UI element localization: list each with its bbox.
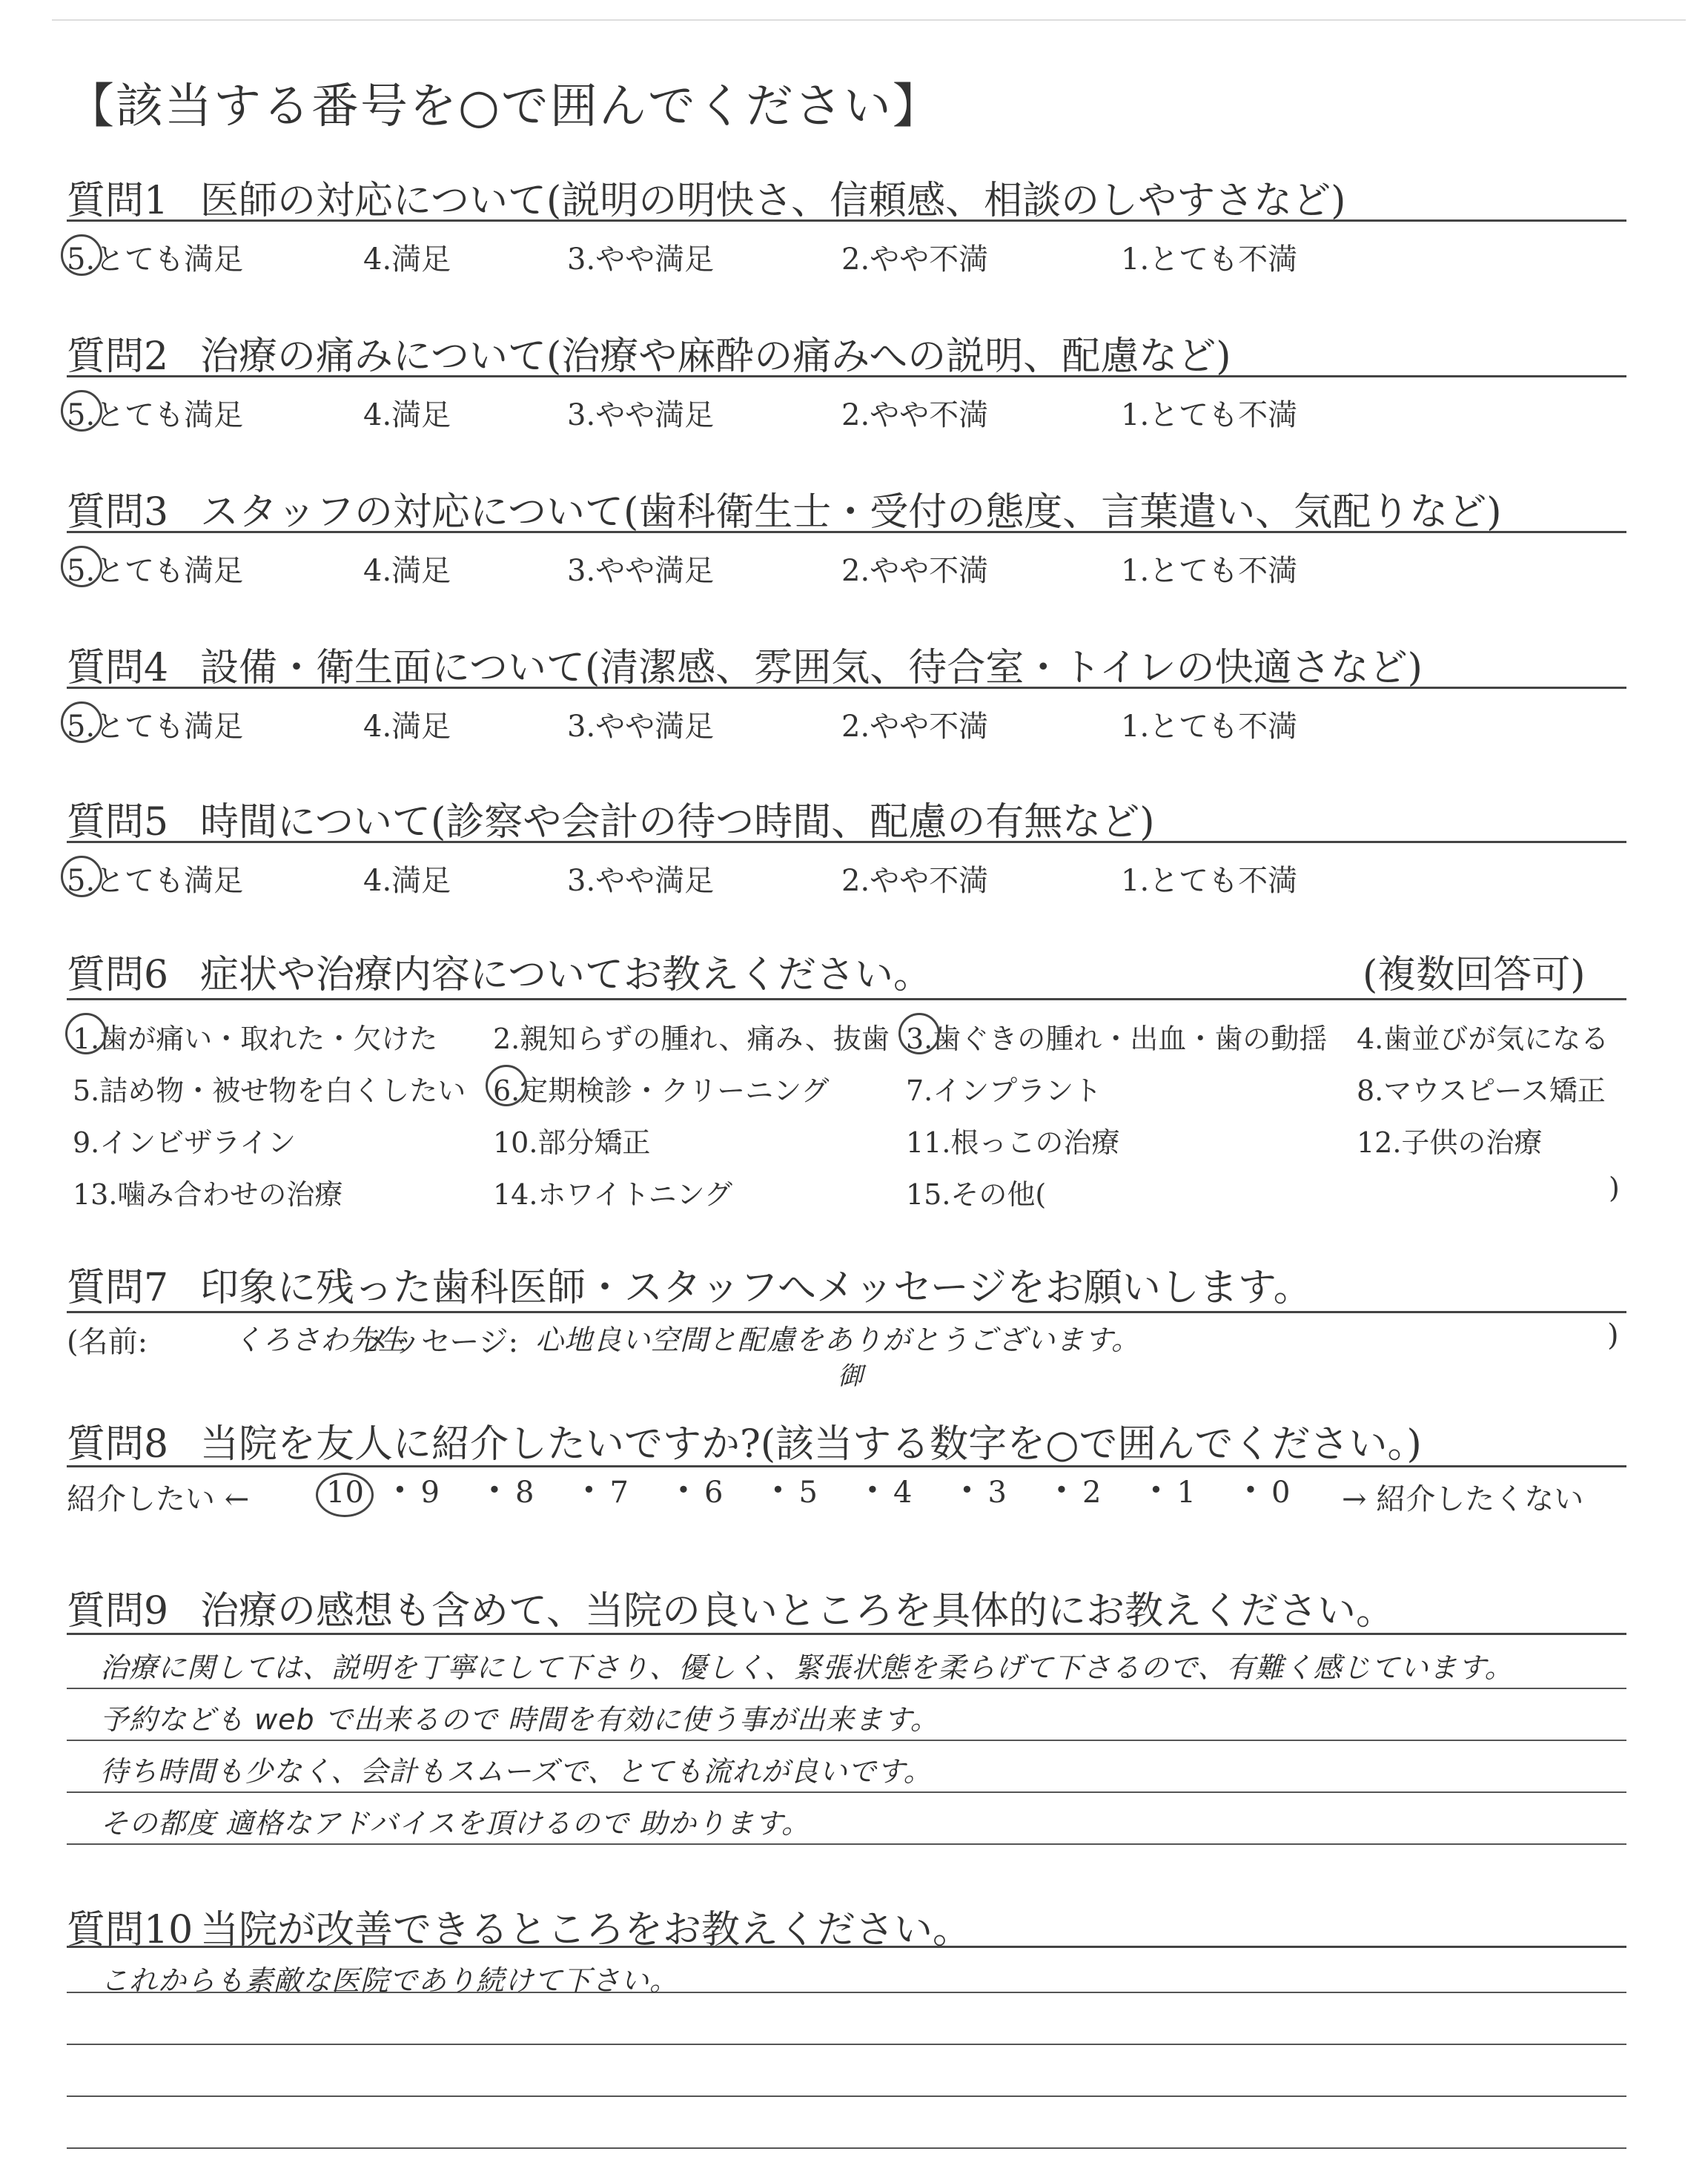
q6-option: 1.歯が痛い・取れた・欠けた bbox=[73, 1023, 438, 1055]
q2-option: 1.とても不満 bbox=[1121, 398, 1298, 432]
q9-writing-line bbox=[67, 1843, 1626, 1845]
q1-label: 質問1 bbox=[67, 179, 169, 223]
page-top-rule bbox=[52, 19, 1686, 21]
q6-label: 質問6 bbox=[67, 953, 169, 997]
q5-label: 質問5 bbox=[67, 800, 169, 845]
q2-option: 3.やや満足 bbox=[567, 398, 715, 432]
q7-message-prefix: メッセージ: bbox=[362, 1325, 519, 1359]
q7-text: 印象に残った歯科医師・スタッフへメッセージをお願いします。 bbox=[200, 1266, 1312, 1310]
q9-rule bbox=[67, 1633, 1626, 1635]
q2-rule bbox=[67, 375, 1626, 377]
q1-option: 4.満足 bbox=[363, 242, 451, 277]
q8-dot: • bbox=[960, 1476, 974, 1504]
q5-option: 5.とても満足 bbox=[67, 864, 244, 898]
q8-number: 9 bbox=[420, 1476, 440, 1510]
q10-text: 当院が改善できるところをお教えください。 bbox=[200, 1908, 972, 1952]
q7-name-value: くろさわ先生 bbox=[234, 1324, 408, 1356]
q7-name-prefix: (名前: bbox=[67, 1325, 148, 1359]
q8-number: 0 bbox=[1271, 1476, 1291, 1510]
q3-option: 1.とても不満 bbox=[1121, 554, 1298, 588]
q10-writing-line bbox=[67, 2095, 1626, 2097]
q6-option: 10.部分矯正 bbox=[493, 1126, 651, 1159]
q1-option: 1.とても不満 bbox=[1121, 242, 1298, 277]
q5-selected-circle bbox=[61, 856, 102, 897]
q8-number: 2 bbox=[1082, 1476, 1102, 1510]
q7-message-value: 心地良い空間と配慮をありがとうございます。 bbox=[535, 1324, 1140, 1356]
q1-rule bbox=[67, 219, 1626, 222]
q8-label: 質問8 bbox=[67, 1422, 169, 1467]
q1-text: 医師の対応について(説明の明快さ、信頼感、相談のしやすさなど) bbox=[200, 179, 1346, 223]
q5-text: 時間について(診察や会計の待つ時間、配慮の有無など) bbox=[200, 800, 1155, 845]
q9-writing-line bbox=[67, 1740, 1626, 1741]
q4-option: 1.とても不満 bbox=[1121, 710, 1298, 744]
q8-dot: • bbox=[1243, 1476, 1258, 1504]
q9-writing-line bbox=[67, 1688, 1626, 1689]
q3-selected-circle bbox=[61, 546, 102, 587]
q5-option: 3.やや満足 bbox=[567, 864, 715, 898]
q8-number: 4 bbox=[893, 1476, 913, 1510]
q8-number: 3 bbox=[987, 1476, 1007, 1510]
q6-option: 8.マウスピース矯正 bbox=[1357, 1074, 1606, 1107]
q4-text: 設備・衛生面について(清潔感、雰囲気、待合室・トイレの快適さなど) bbox=[200, 646, 1423, 690]
q9-answer-line: 待ち時間も少なく、会計もスムーズで、とても流れが良いです。 bbox=[100, 1755, 933, 1788]
q8-dot: • bbox=[676, 1476, 691, 1504]
q6-option: 11.根っこの治療 bbox=[906, 1126, 1120, 1159]
q8-dot: • bbox=[771, 1476, 785, 1504]
q4-option: 3.やや満足 bbox=[567, 710, 715, 744]
q5-rule bbox=[67, 841, 1626, 843]
q1-option: 5.とても満足 bbox=[67, 242, 244, 277]
q3-rule bbox=[67, 531, 1626, 533]
q2-text: 治療の痛みについて(治療や麻酔の痛みへの説明、配慮など) bbox=[200, 334, 1231, 379]
q6-option: 12.子供の治療 bbox=[1357, 1126, 1543, 1159]
q6-selected-circle bbox=[486, 1065, 527, 1106]
q2-option: 5.とても満足 bbox=[67, 398, 244, 432]
q4-option: 5.とても満足 bbox=[67, 710, 244, 744]
q7-label: 質問7 bbox=[67, 1266, 169, 1310]
q10-writing-line bbox=[67, 2044, 1626, 2045]
q8-left-label: 紹介したい ← bbox=[67, 1482, 250, 1516]
q6-note: (複数回答可) bbox=[1363, 953, 1586, 997]
q7-insert-mark: 御 bbox=[838, 1361, 864, 1391]
q6-option: 9.インビザライン bbox=[73, 1126, 297, 1159]
q3-text: スタッフの対応について(歯科衛生士・受付の態度、言葉遣い、気配りなど) bbox=[200, 490, 1502, 535]
q8-text: 当院を友人に紹介したいですか?(該当する数字を○で囲んでください。) bbox=[200, 1422, 1422, 1467]
q10-writing-line bbox=[67, 2147, 1626, 2149]
q2-selected-circle bbox=[61, 390, 102, 432]
q6-rule bbox=[67, 998, 1626, 1000]
q8-number: 5 bbox=[798, 1476, 818, 1510]
q10-answer-line: これからも素敵な医院であり続けて下さい。 bbox=[100, 1964, 679, 1997]
q4-option: 4.満足 bbox=[363, 710, 451, 744]
q8-dot: • bbox=[487, 1476, 502, 1504]
q5-option: 4.満足 bbox=[363, 864, 451, 898]
q6-text: 症状や治療内容についてお教えください。 bbox=[200, 953, 932, 997]
q6-selected-circle bbox=[898, 1013, 940, 1054]
q8-dot: • bbox=[1149, 1476, 1163, 1504]
q6-option: 13.噛み合わせの治療 bbox=[73, 1178, 343, 1211]
q9-answer-line: その都度 適格なアドバイスを頂けるので 助かります。 bbox=[100, 1807, 810, 1840]
q9-answer-line: 治療に関しては、説明を丁寧にして下さり、優しく、緊張状態を柔らげて下さるので、有難く感じています。 bbox=[100, 1651, 1514, 1684]
q6-selected-circle bbox=[65, 1013, 107, 1054]
q1-option: 2.やや不満 bbox=[841, 242, 989, 277]
q9-label: 質問9 bbox=[67, 1589, 169, 1634]
q3-option: 3.やや満足 bbox=[567, 554, 715, 588]
q5-option: 1.とても不満 bbox=[1121, 864, 1298, 898]
q4-rule bbox=[67, 687, 1626, 689]
q10-rule bbox=[67, 1946, 1626, 1948]
q8-number: 1 bbox=[1176, 1476, 1196, 1510]
q8-number: 8 bbox=[515, 1476, 534, 1510]
q3-option: 5.とても満足 bbox=[67, 554, 244, 588]
q5-option: 2.やや不満 bbox=[841, 864, 989, 898]
q8-dot: • bbox=[865, 1476, 880, 1504]
q2-label: 質問2 bbox=[67, 334, 169, 379]
q1-selected-circle bbox=[61, 234, 102, 276]
q7-rule bbox=[67, 1311, 1626, 1313]
q8-dot: • bbox=[1054, 1476, 1069, 1504]
q6-option: 15.その他( bbox=[906, 1178, 1047, 1211]
q6-option: 4.歯並びが気になる bbox=[1357, 1023, 1609, 1055]
q8-rule bbox=[67, 1465, 1626, 1467]
q6-option: 3.歯ぐきの腫れ・出血・歯の動揺 bbox=[906, 1023, 1328, 1055]
q1-option: 3.やや満足 bbox=[567, 242, 715, 277]
q3-option: 2.やや不満 bbox=[841, 554, 989, 588]
q6-option: 7.インプラント bbox=[906, 1074, 1102, 1107]
q8-number: 6 bbox=[704, 1476, 724, 1510]
q6-option: 14.ホワイトニング bbox=[493, 1178, 733, 1211]
q6-other-close-paren: ) bbox=[1609, 1172, 1620, 1204]
q8-number: 7 bbox=[609, 1476, 629, 1510]
q6-option: 2.親知らずの腫れ、痛み、抜歯 bbox=[493, 1023, 890, 1055]
q4-selected-circle bbox=[61, 701, 102, 743]
q8-selected-circle bbox=[316, 1473, 374, 1517]
q6-option: 6.定期検診・クリーニング bbox=[493, 1074, 830, 1107]
q7-close-paren: ) bbox=[1607, 1318, 1619, 1353]
q8-dot: • bbox=[582, 1476, 596, 1504]
q10-label: 質問10 bbox=[67, 1908, 193, 1952]
q9-answer-line: 予約なども web で出来るので 時間を有効に使う事が出来ます。 bbox=[100, 1703, 939, 1736]
q8-number: 10 bbox=[326, 1476, 364, 1510]
q3-label: 質問3 bbox=[67, 490, 169, 535]
q3-option: 4.満足 bbox=[363, 554, 451, 588]
q6-option: 5.詰め物・被せ物を白くしたい bbox=[73, 1074, 466, 1107]
q8-dot: • bbox=[393, 1476, 407, 1504]
q8-right-label: → 紹介したくない bbox=[1342, 1482, 1584, 1516]
q2-option: 2.やや不満 bbox=[841, 398, 989, 432]
form-title: 【該当する番号を○で囲んでください】 bbox=[67, 79, 941, 134]
q9-text: 治療の感想も含めて、当院の良いところを具体的にお教えください。 bbox=[200, 1589, 1394, 1634]
q4-label: 質問4 bbox=[67, 646, 169, 690]
q2-option: 4.満足 bbox=[363, 398, 451, 432]
q4-option: 2.やや不満 bbox=[841, 710, 989, 744]
q9-writing-line bbox=[67, 1791, 1626, 1793]
